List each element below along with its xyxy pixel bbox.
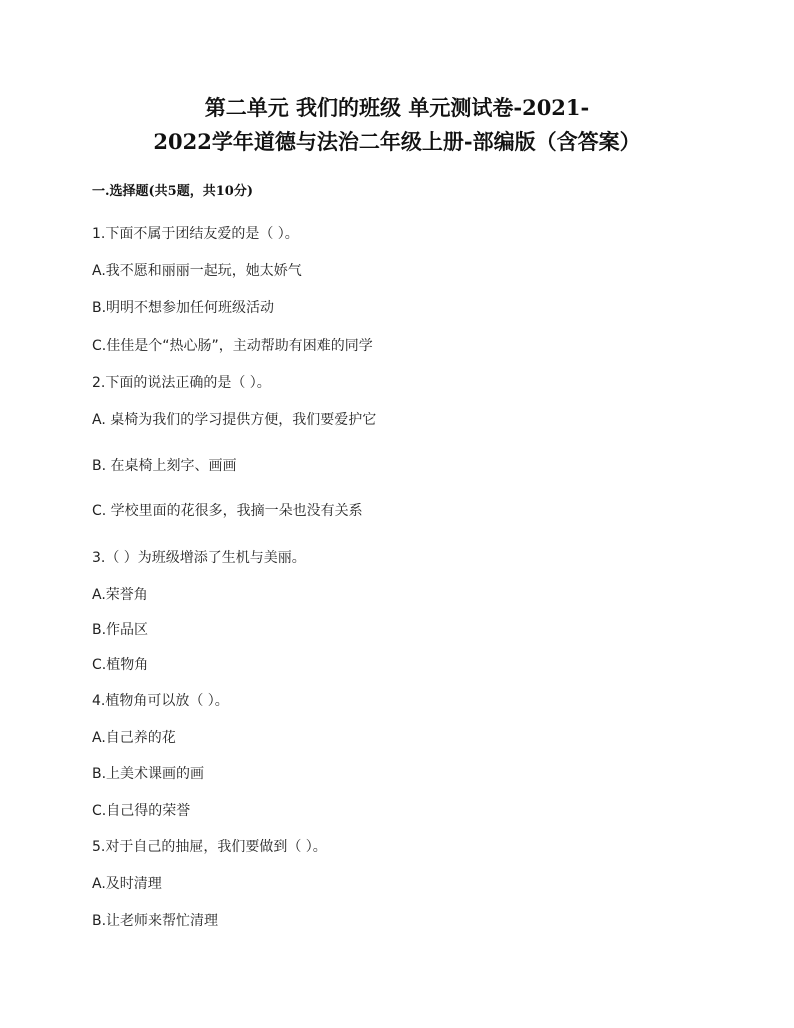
question-4-option-a: A.自己养的花 xyxy=(92,730,176,746)
question-4-option-c: C.自己得的荣誉 xyxy=(92,803,191,819)
question-2-option-a: A. 桌椅为我们的学习提供方便，我们要爱护它 xyxy=(92,412,377,428)
section-heading: 一.选择题(共5题，共10分) xyxy=(92,184,253,199)
question-1-option-b: B.明明不想参加任何班级活动 xyxy=(92,300,275,316)
question-5-option-a: A.及时清理 xyxy=(92,876,162,892)
question-1-option-c: C.佳佳是个“热心肠”，主动帮助有困难的同学 xyxy=(92,338,373,354)
question-2-option-b: B. 在桌椅上刻字、画画 xyxy=(92,458,237,474)
question-3-option-c: C.植物角 xyxy=(92,657,149,673)
question-3-stem: 3.（ ）为班级增添了生机与美丽。 xyxy=(92,550,306,566)
question-4-stem: 4.植物角可以放（ ）。 xyxy=(92,693,229,709)
question-1-option-a: A.我不愿和丽丽一起玩，她太娇气 xyxy=(92,263,302,279)
question-2-option-c: C. 学校里面的花很多，我摘一朵也没有关系 xyxy=(92,503,363,519)
question-3-option-a: A.荣誉角 xyxy=(92,587,148,603)
question-5-stem: 5.对于自己的抽屉，我们要做到（ ）。 xyxy=(92,839,327,855)
page-title-line-2: 2022学年道德与法治二年级上册-部编版（含答案） xyxy=(153,129,641,154)
question-5-option-b: B.让老师来帮忙清理 xyxy=(92,913,219,929)
question-2-stem: 2.下面的说法正确的是（ ）。 xyxy=(92,375,271,391)
question-4-option-b: B.上美术课画的画 xyxy=(92,766,205,782)
question-1-stem: 1.下面不属于团结友爱的是（ ）。 xyxy=(92,226,299,242)
question-3-option-b: B.作品区 xyxy=(92,622,149,638)
page-title-line-1: 第二单元 我们的班级 单元测试卷-2021- xyxy=(204,95,590,120)
